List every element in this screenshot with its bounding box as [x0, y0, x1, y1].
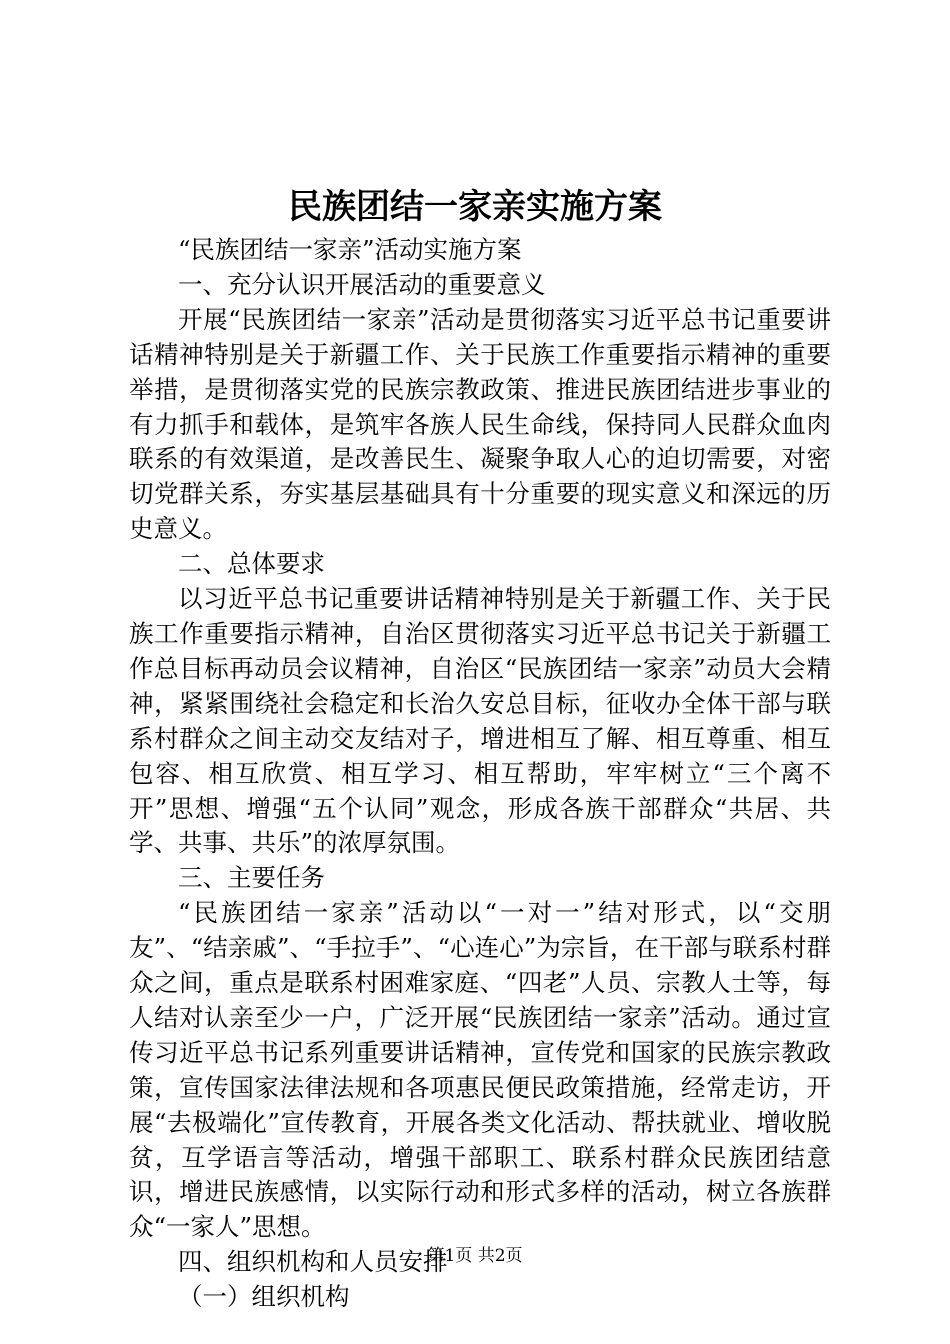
- section-heading-1: 一、充分认识开展活动的重要意义: [178, 269, 546, 299]
- subsection-heading: （一）组织机构: [178, 1282, 350, 1312]
- page-footer: 第1页 共2页: [427, 1246, 523, 1266]
- section-heading-4: 四、组织机构和人员安排: [178, 1247, 448, 1277]
- section-paragraph-1: 开展“民族团结一家亲”活动是贯彻落实习近平总书记重要讲话精神特别是关于新疆工作、关于民族工作重要指示精神的重要举措，是贯彻落实党的民族宗教政策、推进民族团结进步事业的有力抓手和载体，是筑牢各族人民生命线，保持同人民群众血肉联系的有效渠道，是改善民生、凝聚争取人心的迫切需要，对密切党群关系，夯实基层基础具有十分重要的现实意义和深远的历史意义。: [129, 304, 831, 544]
- section-paragraph-3: “民族团结一家亲”活动以“一对一”结对形式，以“交朋友”、“结亲戚”、“手拉手”、“心连心”为宗旨，在干部与联系村群众之间，重点是联系村困难家庭、“四老”人员、宗教人士等，每人结对认亲至少一户，广泛开展“民族团结一家亲”活动。通过宣传习近平总书记系列重要讲话精神，宣传党和国家的民族宗教政策，宣传国家法律法规和各项惠民便民政策措施，经常走访，开展“去极端化”宣传教育，开展各类文化活动、帮扶就业、增收脱贫，互学语言等活动，增强干部职工、联系村群众民族团结意识，增进民族感情，以实际行动和形式多样的活动，树立各族群众“一家人”思想。: [129, 898, 831, 1242]
- document-subtitle: “民族团结一家亲”活动实施方案: [178, 235, 522, 264]
- document-body: [129, 233, 831, 1315]
- section-paragraph-2: 以习近平总书记重要讲话精神特别是关于新疆工作、关于民族工作重要指示精神，自治区贯彻落实习近平总书记关于新疆工作总目标再动员会议精神，自治区“民族团结一家亲”动员大会精神，紧紧围绕社会稳定和长治久安总目标，征收办全体干部与联系村群众之间主动交友结对子，增进相互了解、相互尊重、相互包容、相互欣赏、相互学习、相互帮助，牢牢树立“三个离不开”思想、增强“五个认同”观念，形成各族干部群众“共居、共学、共事、共乐”的浓厚氛围。: [129, 584, 831, 858]
- document-title: 民族团结一家亲实施方案: [288, 187, 662, 227]
- section-heading-3: 三、主要任务: [178, 863, 325, 893]
- section-heading-2: 二、总体要求: [178, 549, 325, 579]
